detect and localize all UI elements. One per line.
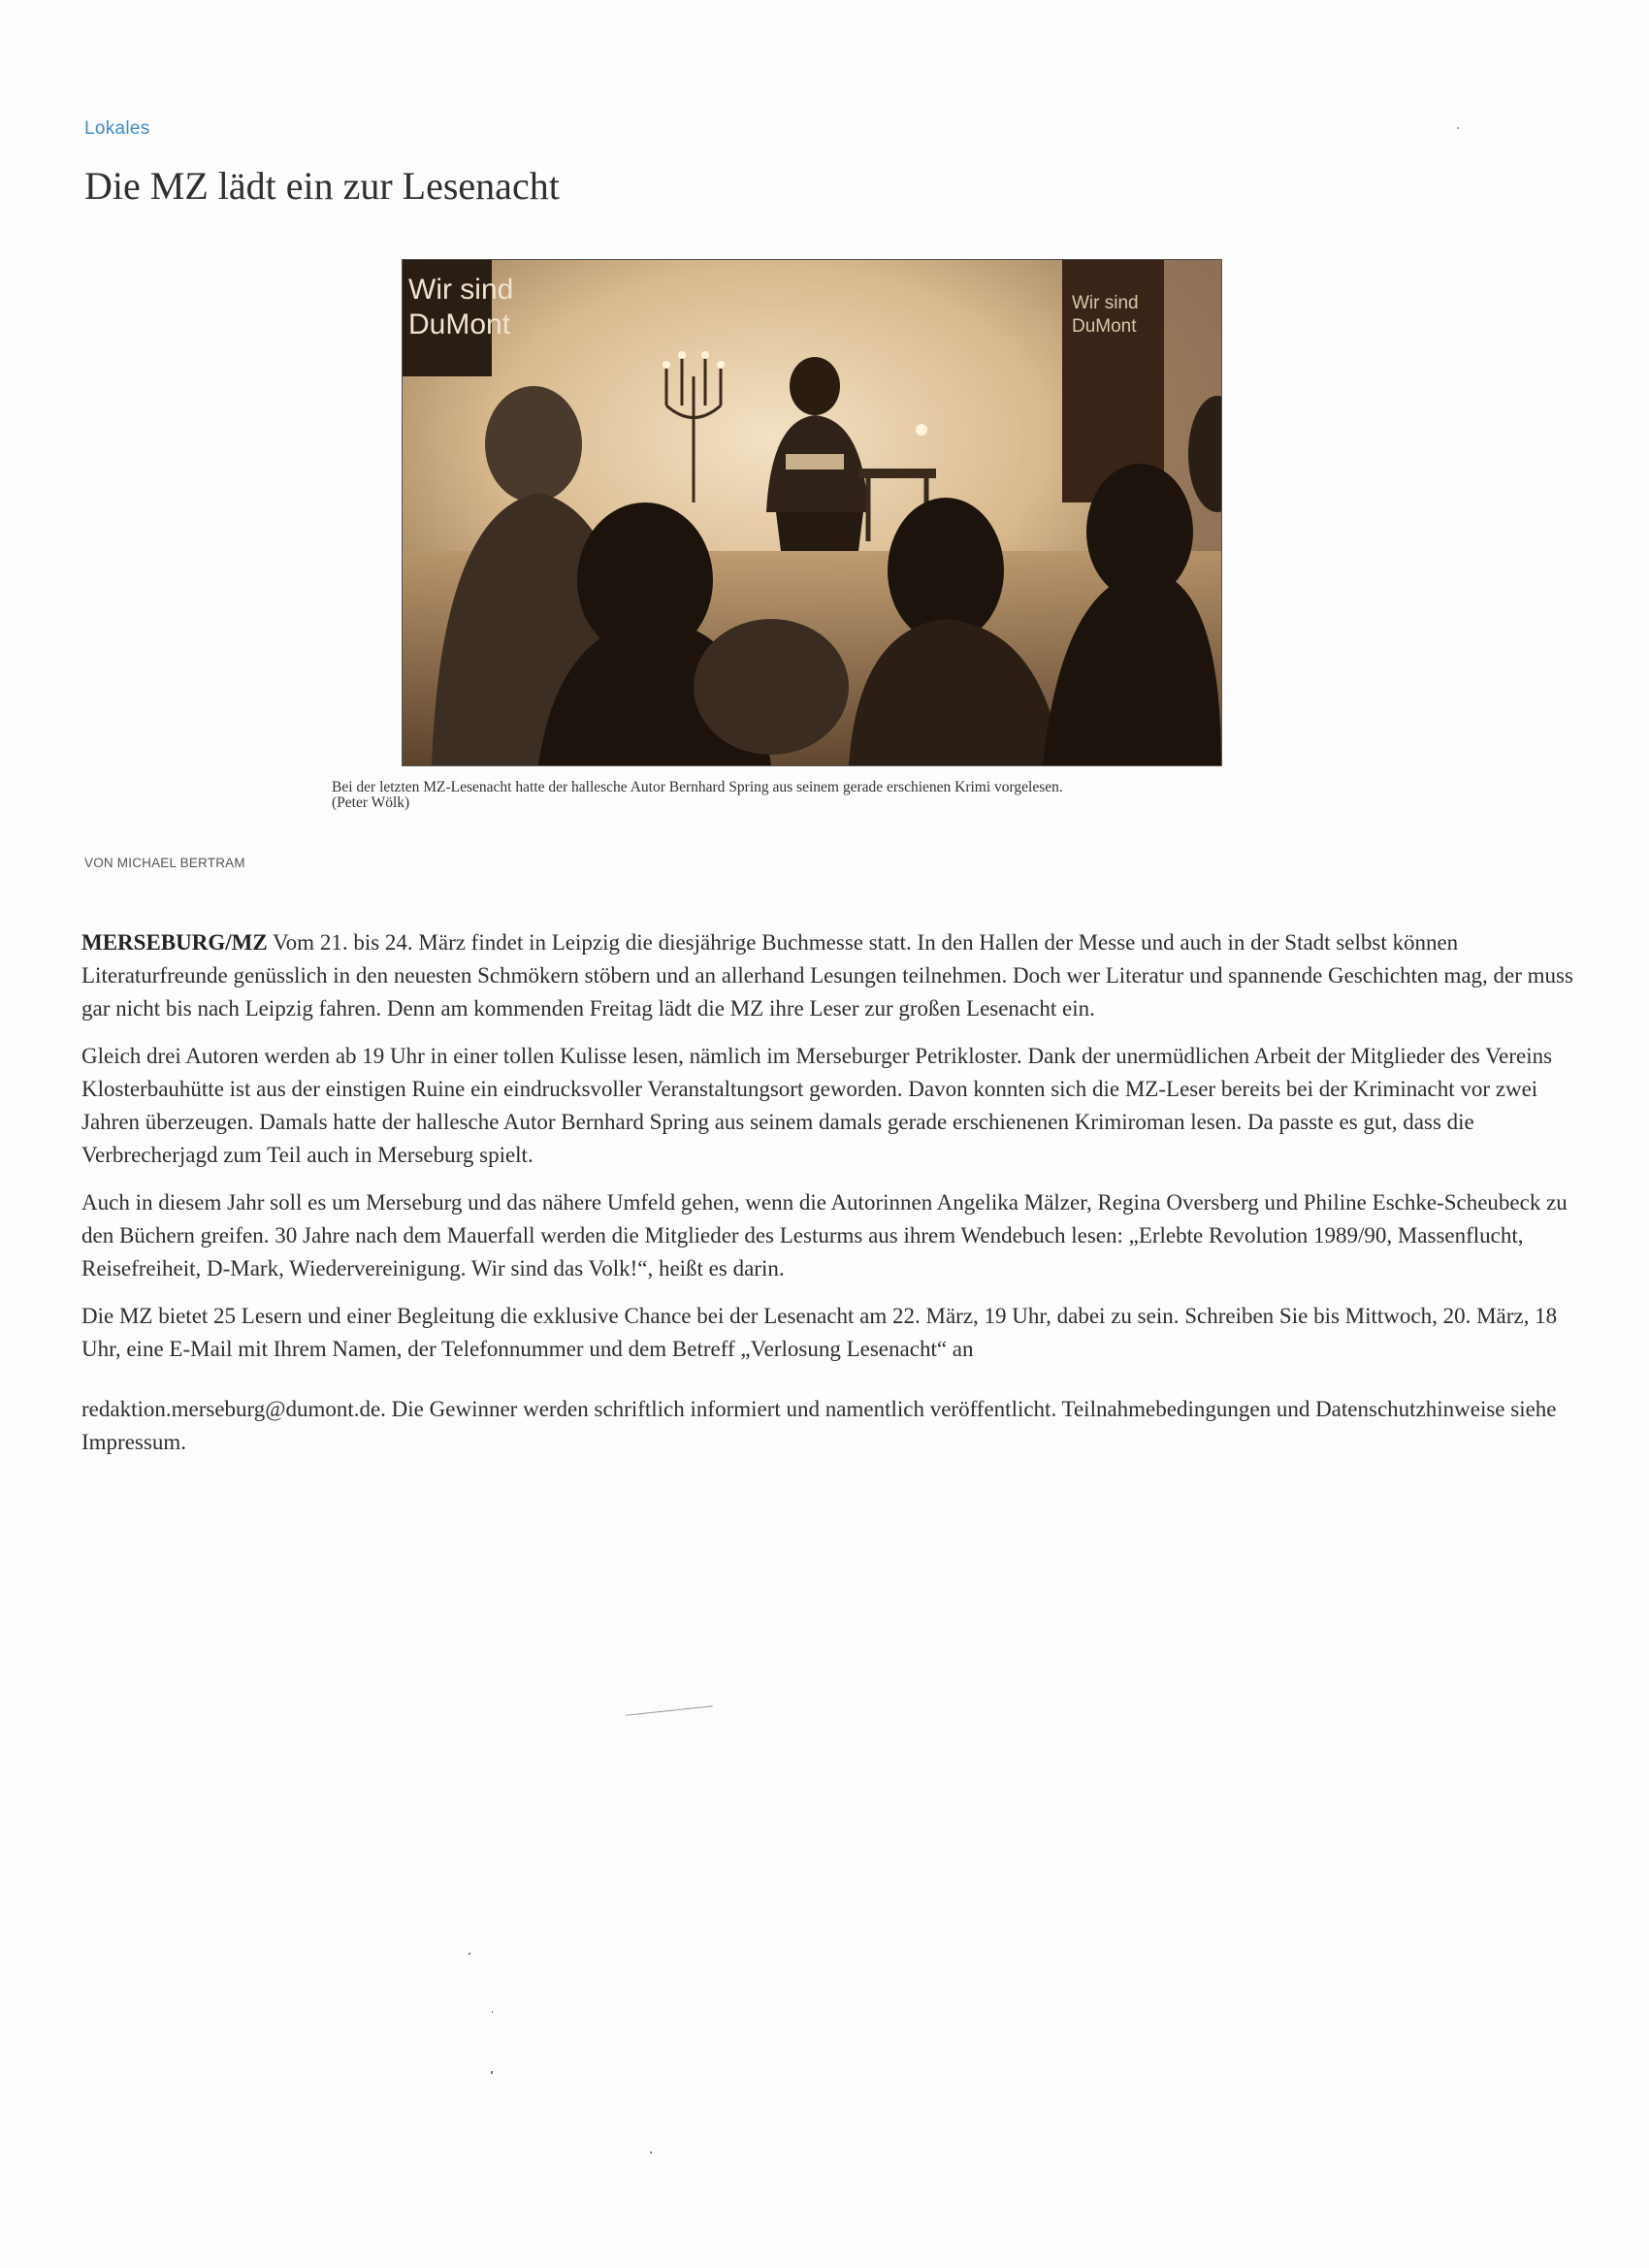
- paragraph-4: Die MZ bietet 25 Lesern und einer Begleitung die exklusive Chance bei der Lesenacht am 22. März, 19 Uhr, dabei zu sein. Schreiben Sie bis Mittwoch, 20. März, 18 Uhr, eine E-Mail mit Ihrem Namen, der Telefonnummer und dem Betreff „Verlosung Lesenacht“ an: [81, 1304, 1558, 1361]
- caption-text: Bei der letzten MZ-Lesenacht hatte der hallesche Autor Bernhard Spring aus seinem gerade erschienen Krimi vorgelesen.: [332, 779, 1063, 795]
- scan-speck: [492, 2011, 493, 2013]
- photo-caption: [332, 780, 1302, 811]
- caption-credit: (Peter Wölk): [332, 794, 410, 811]
- paragraph-1-text: Vom 21. bis 24. März findet in Leipzig die diesjährige Buchmesse statt. In den Hallen der Messe und auch in der Stadt selbst können Literaturfreunde genüsslich in den neuesten Schmökern stöbern und an allerhand Lesungen teilnehmen. Doch wer Literatur und spannende Geschichten mag, der muss gar nicht bis nach Leipzig fahren. Denn am kommenden Freitag lädt die MZ ihre Leser zur großen Lesenacht ein.: [81, 930, 1573, 1021]
- section-label: Lokales: [84, 118, 150, 139]
- banner-left-line1: Wir sind: [408, 274, 514, 306]
- paragraph-5: redaktion.merseburg@dumont.de. Die Gewinner werden schriftlich informiert und namentlich veröffentlicht. Teilnahmebedingungen und Datenschutzhinweise siehe Impressum.: [81, 1397, 1557, 1454]
- banner-left-line2: DuMont: [408, 308, 511, 340]
- scan-speck: [626, 1705, 713, 1715]
- paragraph-2: Gleich drei Autoren werden ab 19 Uhr in einer tollen Kulisse lesen, nämlich im Merseburger Petrikloster. Dank der unermüdlichen Arbeit der Mitglieder des Vereins Klosterbauhütte ist aus der einstigen Ruine ein eindrucksvoller Veranstaltungsort geworden. Davon konnten sich die MZ-Leser bereits bei der Kriminacht vor zwei Jahren überzeugen. Damals hatte der hallesche Autor Bernhard Spring aus seinem damals gerade erschienenen Krimiroman lesen. Da passte es gut, dass die Verbrecherjagd zum Teil auch in Merseburg spielt.: [81, 1044, 1553, 1167]
- banner-right-line1: Wir sind: [1072, 293, 1139, 313]
- paragraph-3: Auch in diesem Jahr soll es um Merseburg und das nähere Umfeld gehen, wenn die Autorinnen Angelika Mälzer, Regina Oversberg und Philine Eschke-Scheubeck zu den Büchern greifen. 30 Jahre nach dem Mauerfall werden die Mitglieder des Lesturms aus ihrem Wendebuch lesen: „Erlebte Revolution 1989/90, Massenflucht, Reisefreiheit, D-Mark, Wiedervereinigung. Wir sind das Volk!“, heißt es darin.: [81, 1190, 1568, 1280]
- paragraph-1: [81, 926, 1585, 1025]
- scan-speck: [491, 2071, 493, 2074]
- article-photo: [402, 259, 1222, 766]
- banner-right-line2: DuMont: [1072, 316, 1137, 337]
- article-byline: VON MICHAEL BERTRAM: [84, 856, 245, 870]
- scan-speck: [650, 2152, 652, 2154]
- scan-speck: [469, 1953, 470, 1955]
- dateline: MERSEBURG/MZ: [81, 930, 268, 955]
- scan-speck: [1457, 127, 1459, 129]
- article-body: [81, 926, 1585, 1474]
- article-headline: Die MZ lädt ein zur Lesenacht: [84, 164, 560, 208]
